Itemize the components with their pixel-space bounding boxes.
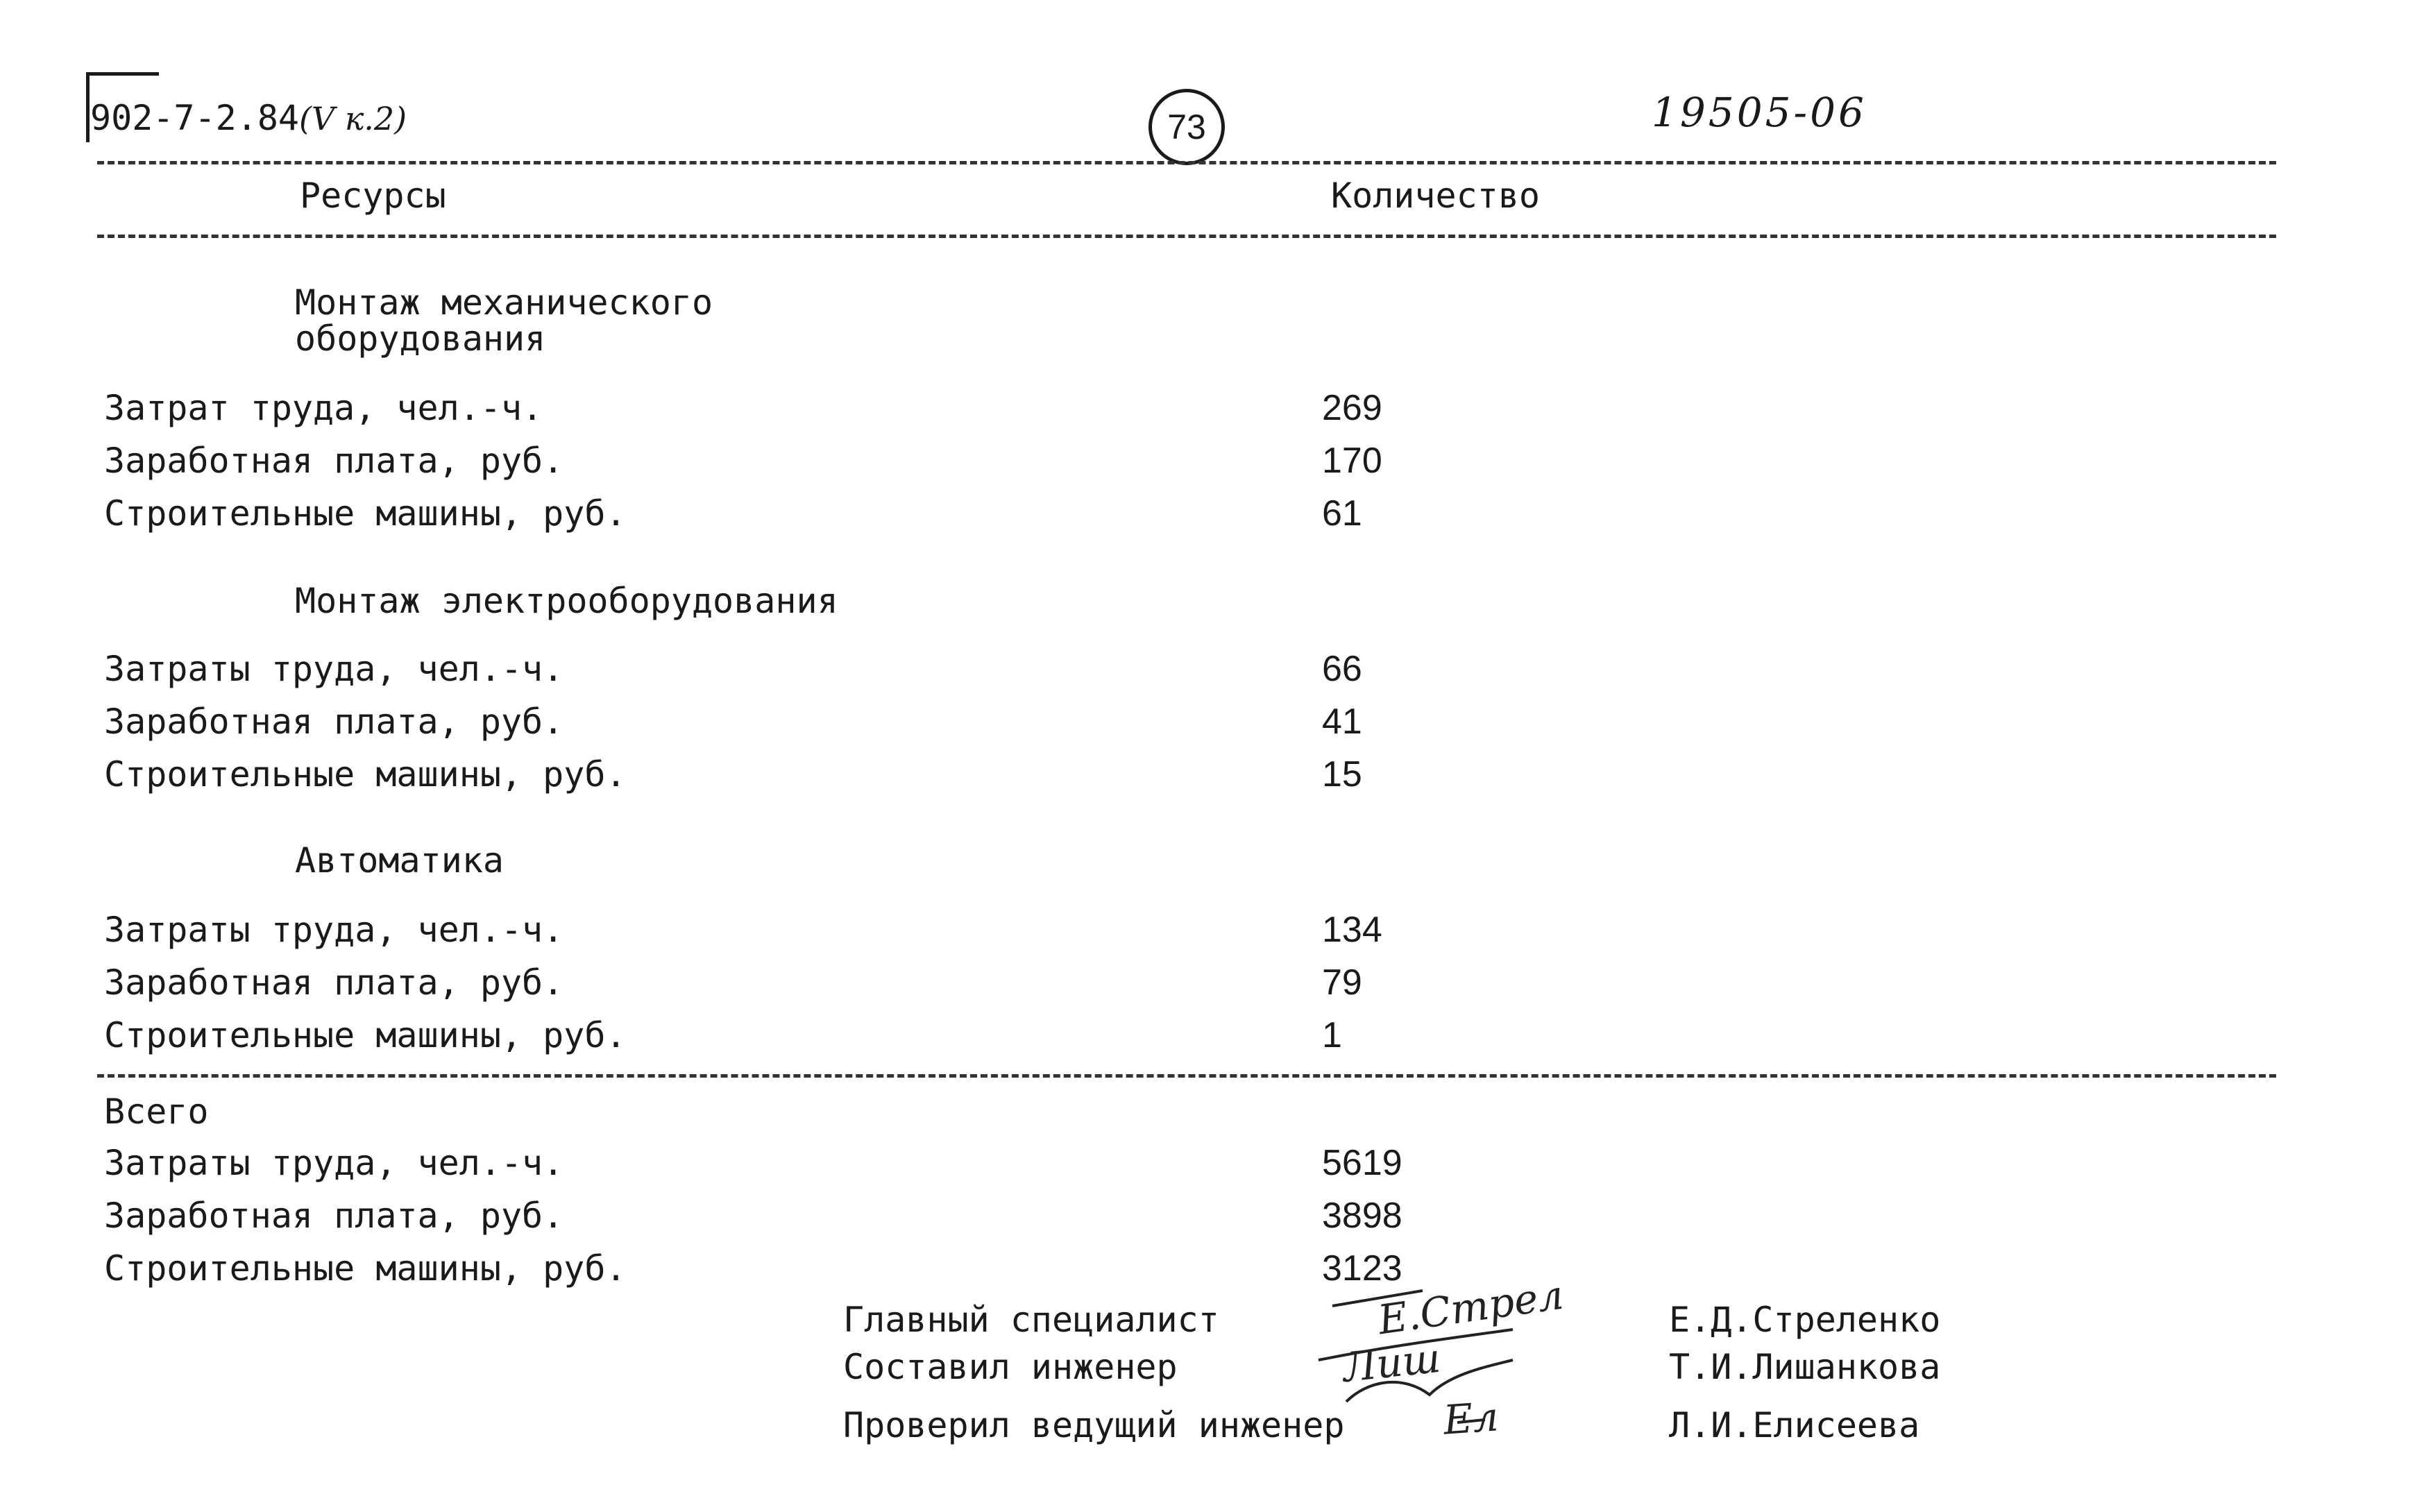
- total-label: Всего: [104, 1091, 209, 1132]
- row-label: Заработная плата, руб.: [104, 1196, 564, 1236]
- divider: [97, 1074, 2276, 1078]
- row-label: Строительные машины, руб.: [104, 1248, 627, 1289]
- signature-mark: Ел: [1441, 1393, 1500, 1444]
- row-label: Заработная плата, руб.: [104, 441, 564, 481]
- row-label: Строительные машины, руб.: [104, 1015, 627, 1055]
- row-label: Строительные машины, руб.: [104, 754, 627, 795]
- document-code-suffix: (V к.2): [299, 100, 407, 137]
- row-value: 134: [1322, 910, 1382, 950]
- column-header-resources: Ресурсы: [300, 176, 446, 216]
- row-label: Затрат труда, чел.-ч.: [104, 388, 543, 428]
- row-value: 3123: [1322, 1248, 1402, 1289]
- signature-role: Составил инженер: [843, 1347, 1178, 1387]
- row-label: Строительные машины, руб.: [104, 493, 627, 534]
- divider: [97, 161, 2276, 164]
- divider: [97, 235, 2276, 238]
- signature-name: Л.И.Елисеева: [1669, 1405, 1920, 1445]
- signature-mark: Е.Стрел: [1375, 1271, 1566, 1344]
- page-number: 73: [1148, 89, 1225, 165]
- row-label: Затраты труда, чел.-ч.: [104, 1143, 564, 1183]
- row-value: 269: [1322, 388, 1382, 428]
- row-label: Заработная плата, руб.: [104, 702, 564, 742]
- document-code-number: 902-7-2.84: [90, 98, 300, 138]
- row-label: Заработная плата, руб.: [104, 962, 564, 1003]
- row-value: 61: [1322, 493, 1362, 534]
- row-value: 15: [1322, 754, 1362, 795]
- signature-name: Е.Д.Стреленко: [1669, 1300, 1941, 1340]
- signature-role: Проверил ведущий инженер: [843, 1405, 1345, 1445]
- row-value: 41: [1322, 702, 1362, 742]
- row-value: 5619: [1322, 1143, 1402, 1183]
- document-code: [90, 97, 407, 139]
- row-value: 79: [1322, 962, 1362, 1003]
- signature-mark: Лиш: [1340, 1334, 1443, 1392]
- signature-name: Т.И.Лишанкова: [1669, 1347, 1941, 1387]
- row-value: 66: [1322, 649, 1362, 689]
- row-value: 3898: [1322, 1196, 1402, 1236]
- row-value: 170: [1322, 441, 1382, 481]
- row-value: 1: [1322, 1015, 1342, 1055]
- section-title: Автоматика: [295, 840, 505, 881]
- signature-scribbles: [1305, 1263, 1665, 1429]
- column-header-quantity: Количество: [1331, 176, 1541, 216]
- section-title: оборудования: [295, 318, 546, 359]
- row-label: Затраты труда, чел.-ч.: [104, 910, 564, 950]
- document-number: 19505-06: [1652, 89, 1867, 136]
- row-label: Затраты труда, чел.-ч.: [104, 649, 564, 689]
- signature-role: Главный специалист: [843, 1300, 1219, 1340]
- section-title: Монтаж электрооборудования: [295, 581, 838, 621]
- section-title: Монтаж механического: [295, 282, 713, 323]
